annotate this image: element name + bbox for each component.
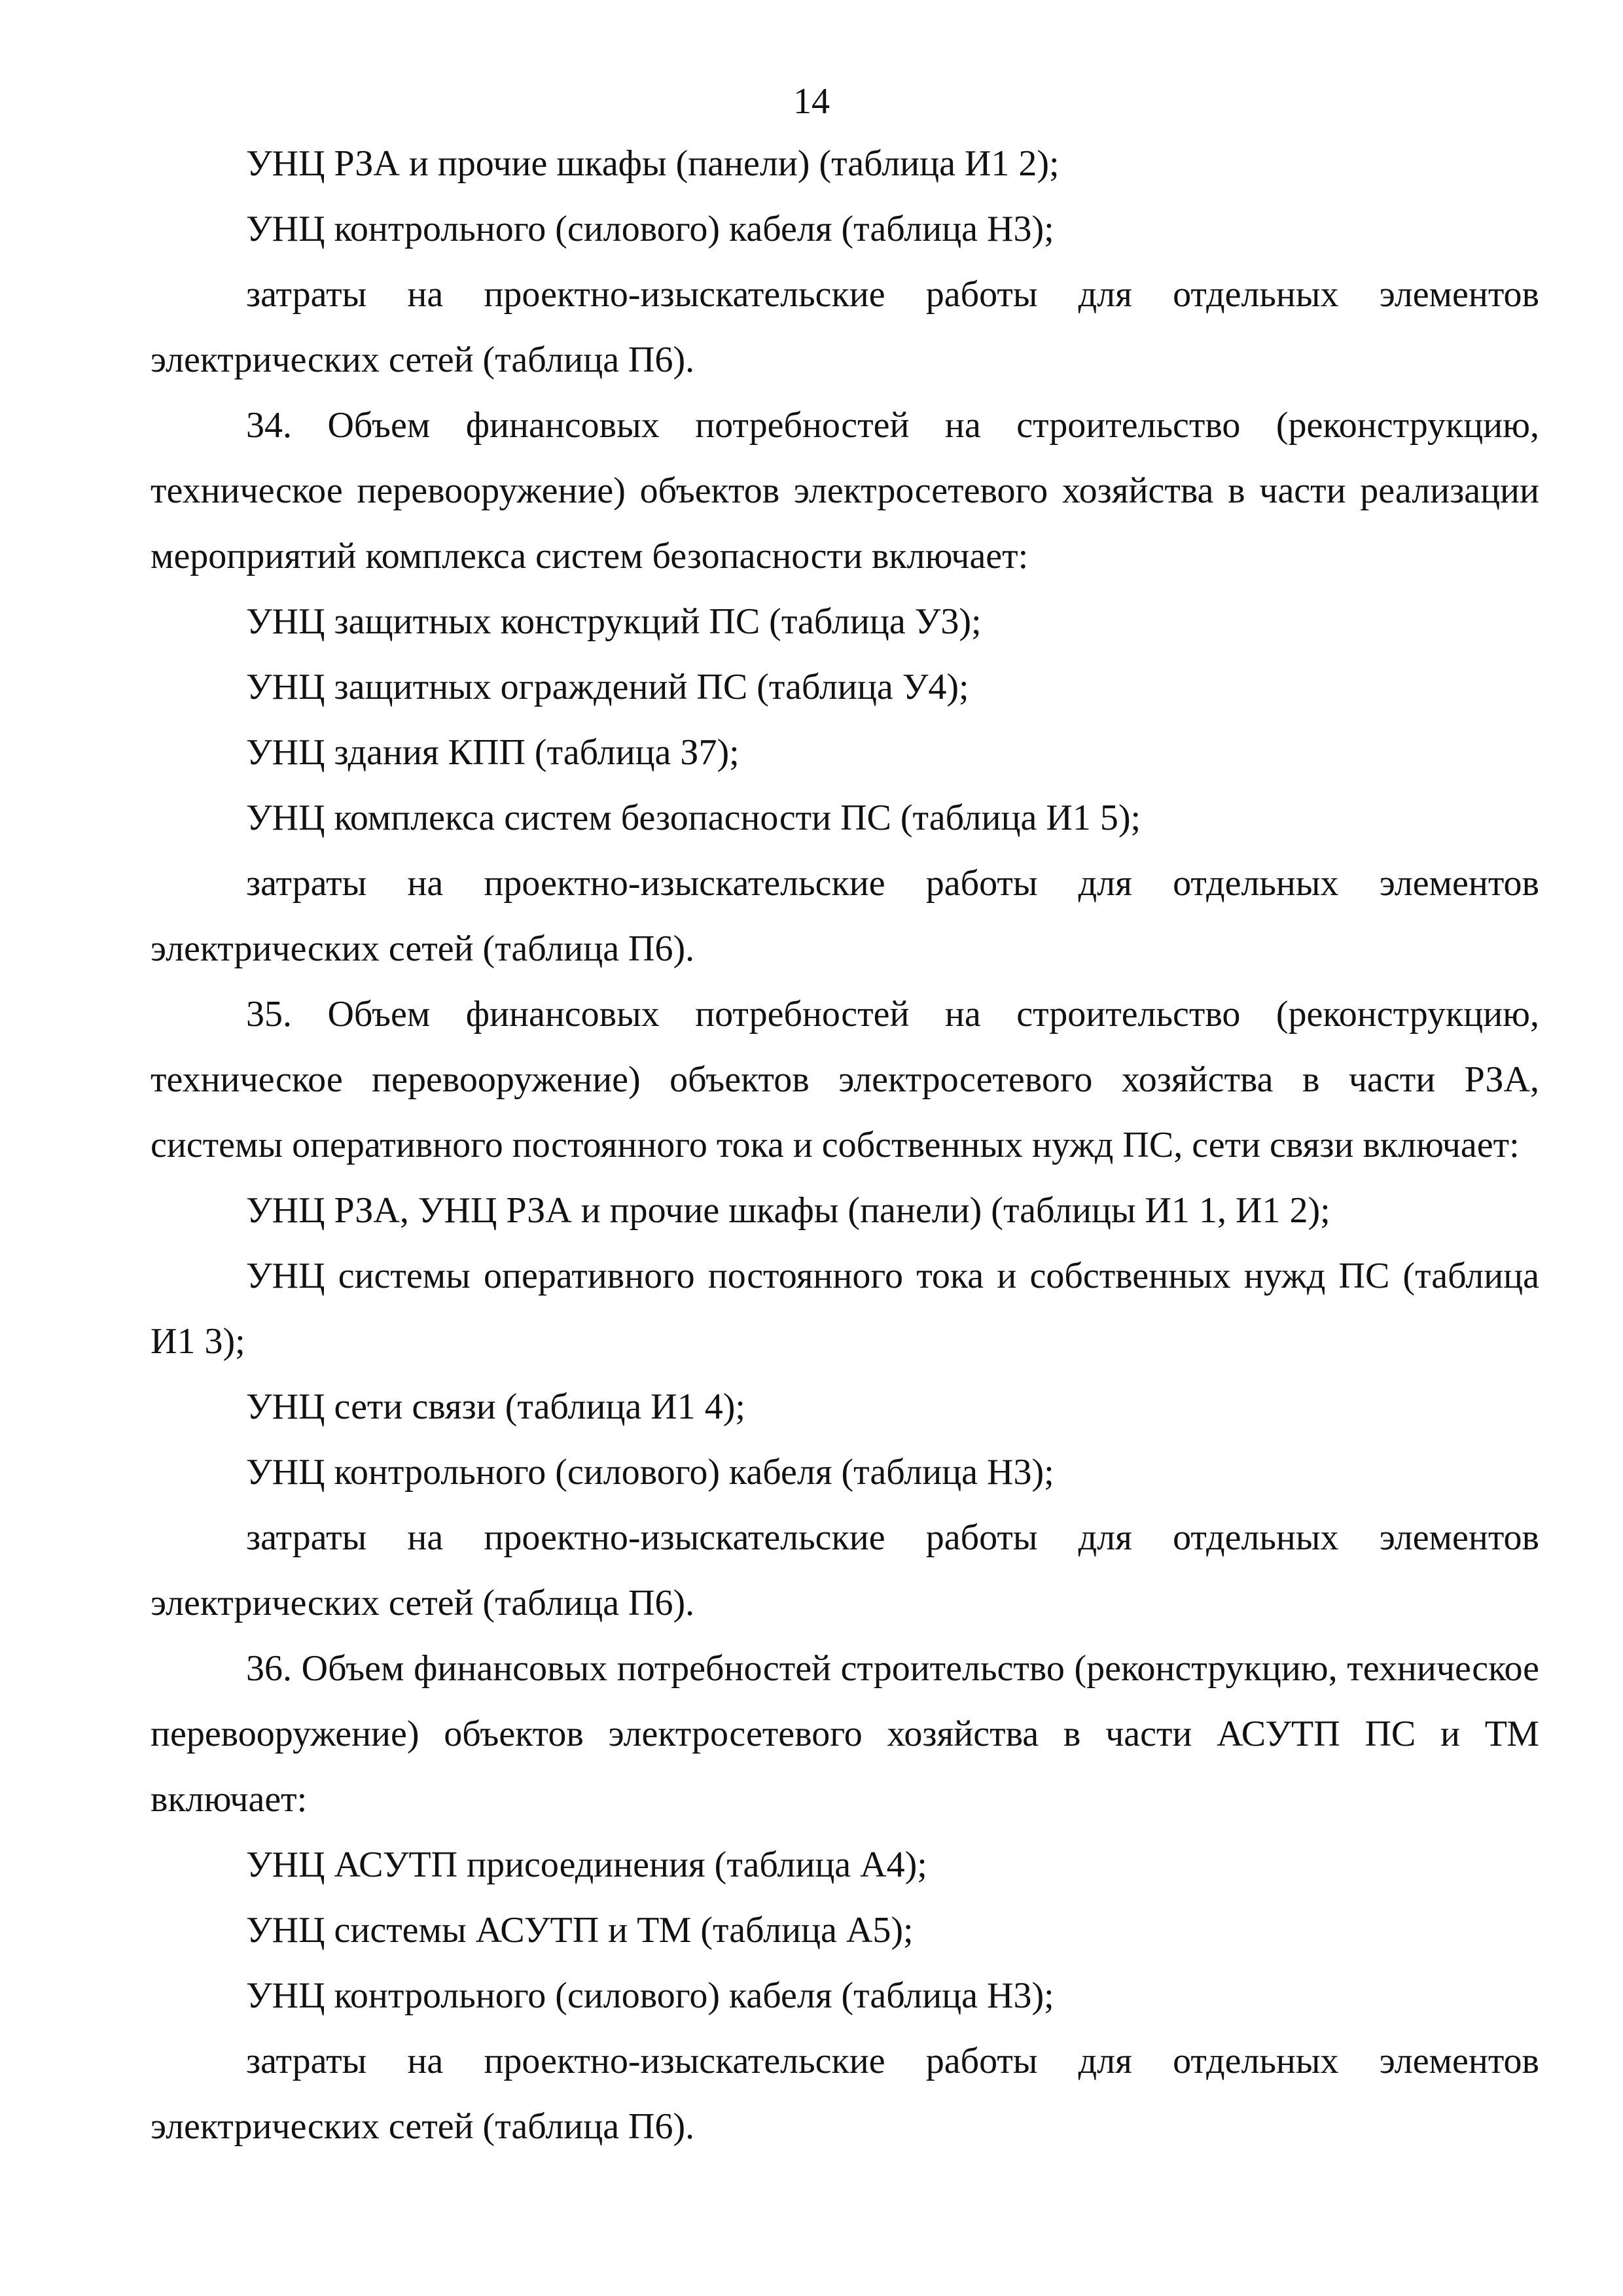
- paragraph-17: УНЦ АСУТП присоединения (таблица А4);: [246, 1845, 927, 1885]
- paragraph-34: 34. Объем финансовых потребностей на строительство (реконструкцию, техническое перевооружение) объектов электросетевого хозяйства в части реализации мероприятий комплекса систем безопасности включает:: [151, 405, 1539, 576]
- paragraph-13: УНЦ сети связи (таблица И1 4);: [246, 1386, 745, 1427]
- paragraph-7: УНЦ здания КПП (таблица З7);: [246, 732, 740, 773]
- paragraph-9: затраты на проектно-изыскательские работы для отдельных элементов электрических сетей (таблица П6).: [151, 863, 1539, 969]
- paragraph-19: УНЦ контрольного (силового) кабеля (таблица Н3);: [246, 1975, 1054, 2016]
- paragraph-36: 36. Объем финансовых потребностей строительство (реконструкцию, техническое перевооружение) объектов электросетевого хозяйства в части АСУТП ПС и ТМ включает:: [151, 1648, 1539, 1820]
- document-body: [151, 131, 1539, 2159]
- paragraph-5: УНЦ защитных конструкций ПС (таблица У3);: [246, 601, 982, 642]
- paragraph-20: затраты на проектно-изыскательские работы для отдельных элементов электрических сетей (таблица П6).: [151, 2041, 1539, 2147]
- paragraph-3: затраты на проектно-изыскательские работы для отдельных элементов электрических сетей (таблица П6).: [151, 274, 1539, 380]
- paragraph-12: УНЦ системы оперативного постоянного тока и собственных нужд ПС (таблица И1 3);: [151, 1256, 1539, 1362]
- paragraph-2: УНЦ контрольного (силового) кабеля (таблица Н3);: [246, 209, 1054, 249]
- paragraph-35: 35. Объем финансовых потребностей на строительство (реконструкцию, техническое перевооружение) объектов электросетевого хозяйства в части РЗА, системы оперативного постоянного тока и собственных нужд ПС, сети связи включает:: [151, 994, 1539, 1165]
- paragraph-18: УНЦ системы АСУТП и ТМ (таблица А5);: [246, 1910, 914, 1951]
- paragraph-15: затраты на проектно-изыскательские работы для отдельных элементов электрических сетей (таблица П6).: [151, 1517, 1539, 1623]
- paragraph-11: УНЦ РЗА, УНЦ РЗА и прочие шкафы (панели) (таблицы И1 1, И1 2);: [246, 1190, 1330, 1231]
- paragraph-14: УНЦ контрольного (силового) кабеля (таблица Н3);: [246, 1452, 1054, 1492]
- paragraph-8: УНЦ комплекса систем безопасности ПС (таблица И1 5);: [246, 798, 1141, 838]
- paragraph-6: УНЦ защитных ограждений ПС (таблица У4);: [246, 667, 969, 707]
- paragraph-1: УНЦ РЗА и прочие шкафы (панели) (таблица И1 2);: [246, 143, 1060, 184]
- page-number: 14: [793, 81, 830, 122]
